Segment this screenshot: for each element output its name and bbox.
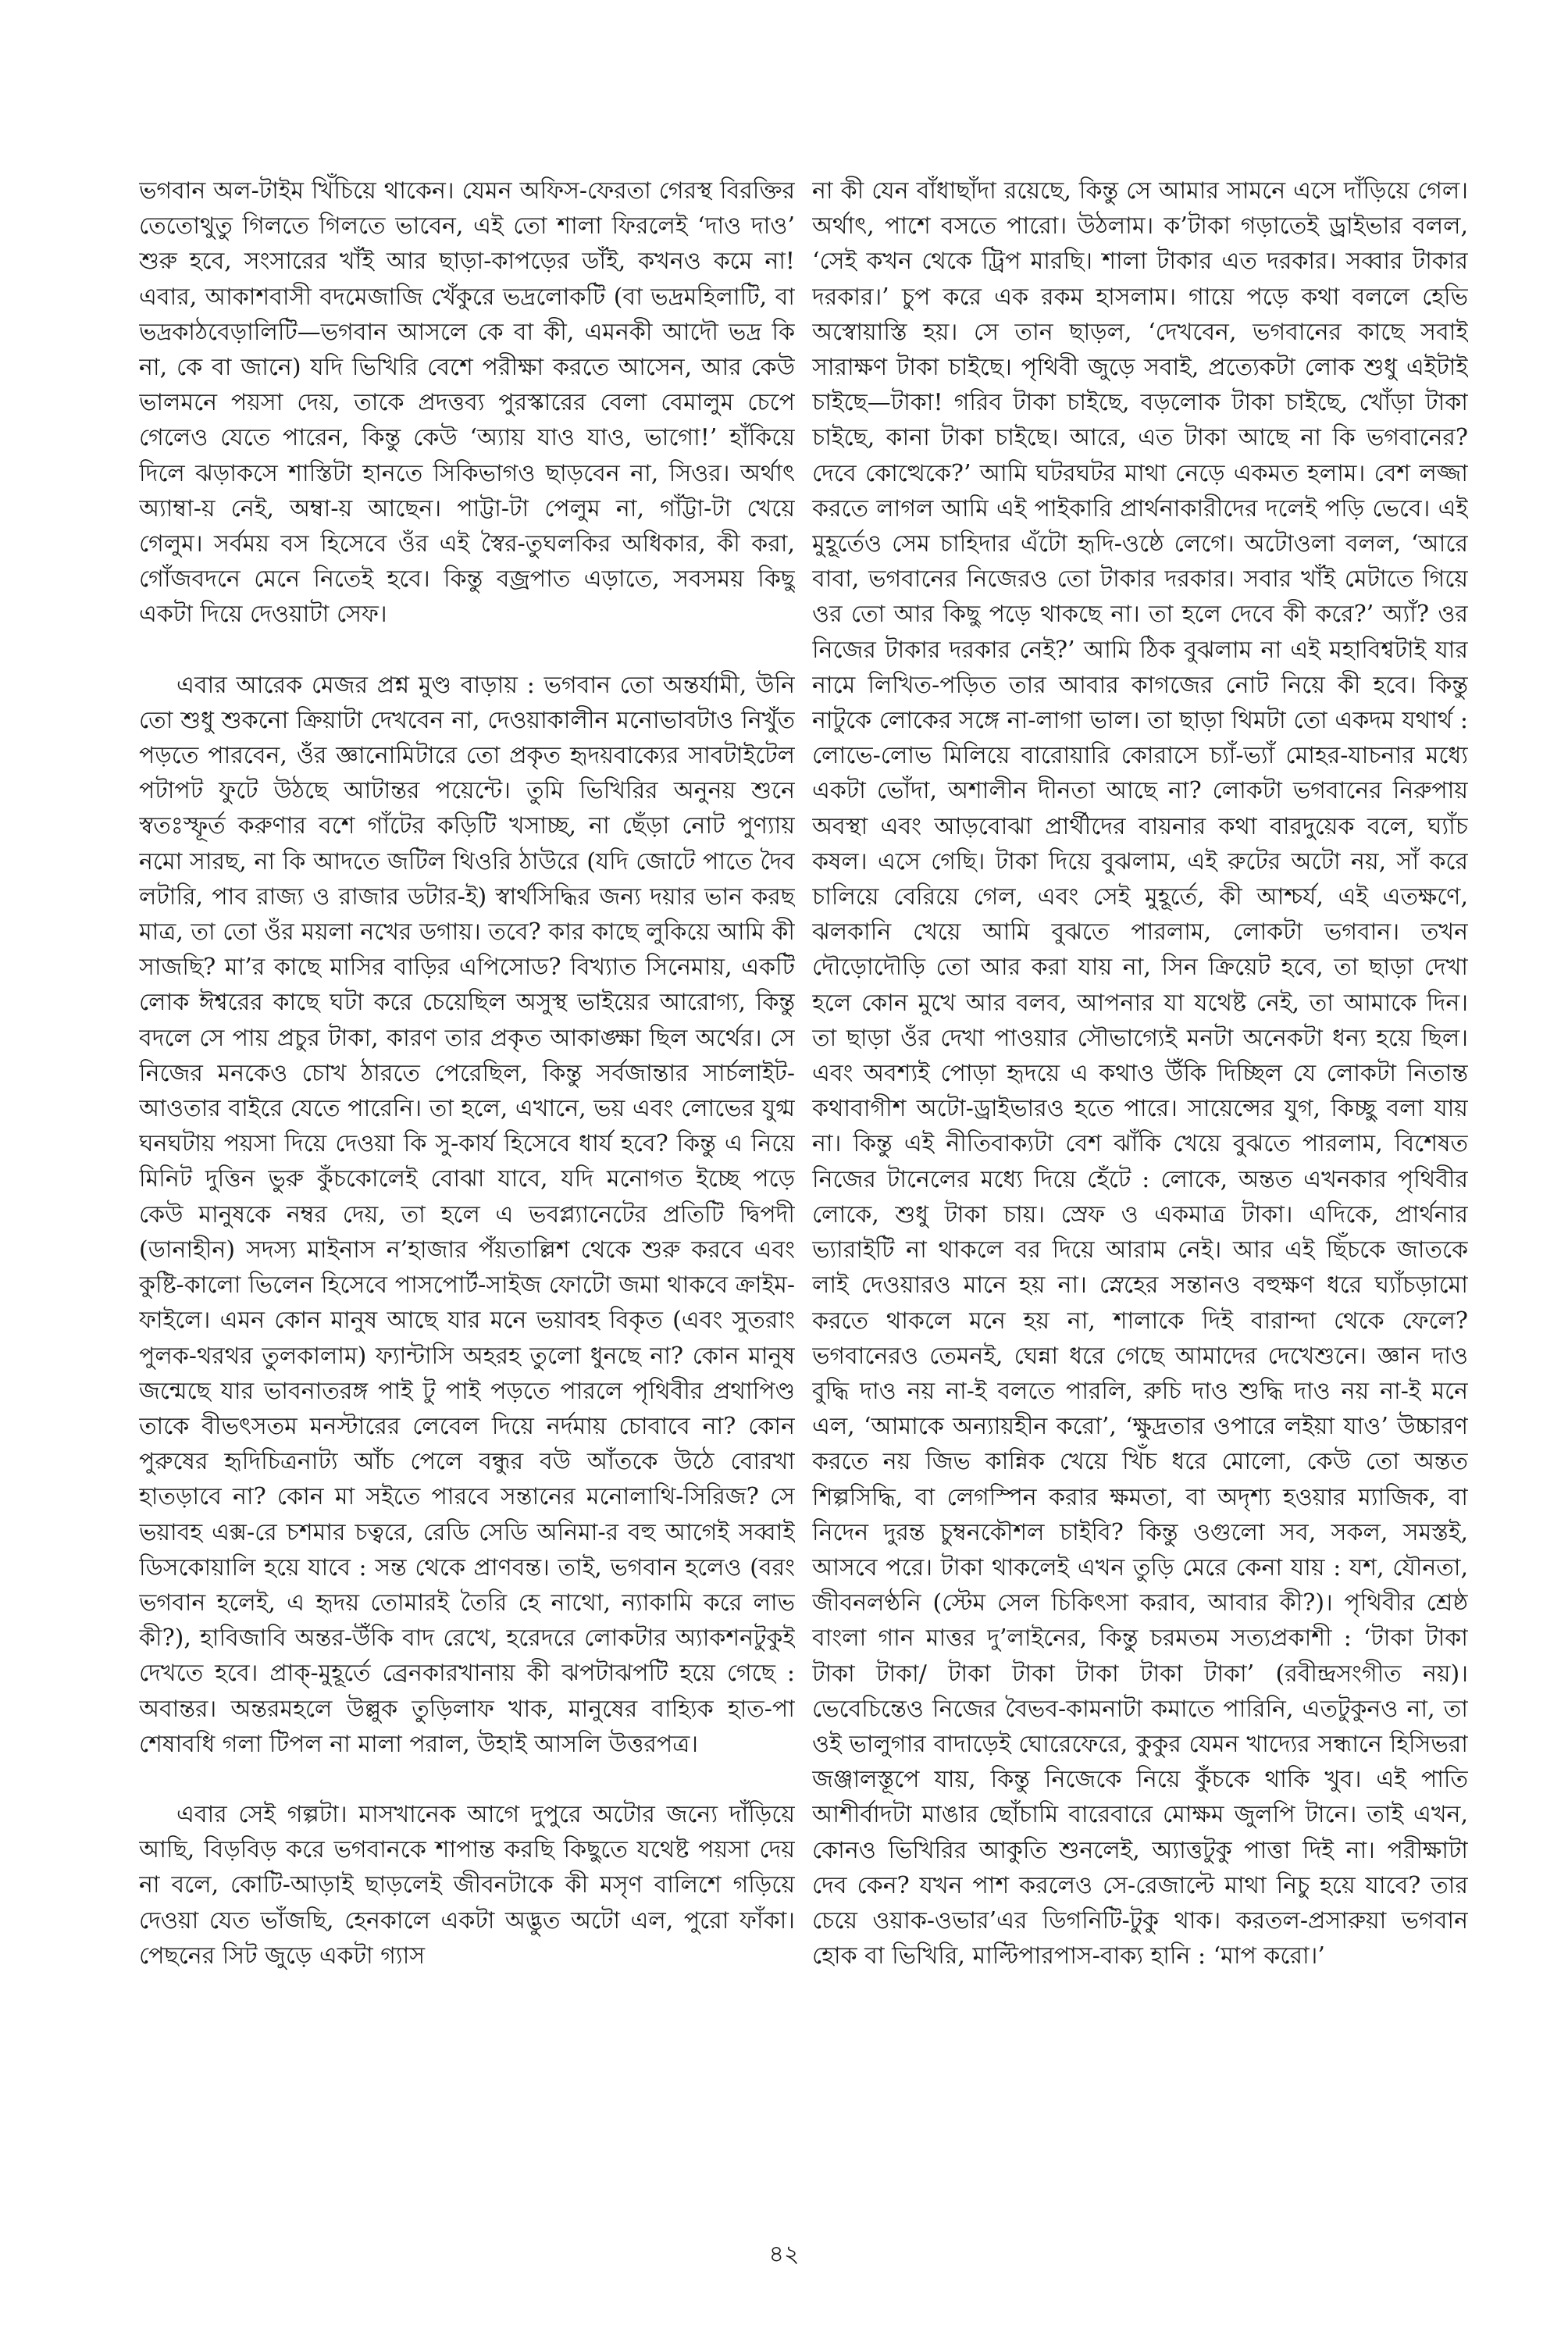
paragraph: এবার সেই গল্পটা। মাসখানেক আগে দুপুরে অটোর জন্যে দাঁড়িয়ে আছি, বিড়বিড় করে ভগবানকে শাপান্ত করছি কিছুতে যথেষ্ট পয়সা দেয় না বলে, কোটি-আড়াই ছাড়লেই জীবনটাকে কী মসৃণ বালিশে গড়িয়ে দেওয়া যেত ভাঁজছি, হেনকালে একটা অদ্ভুত অটো এল, পুরো ফাঁকা। পেছনের সিট জুড়ে একটা গ্যাস [139,1800,795,1970]
paragraph: ভগবান অল-টাইম খিঁচিয়ে থাকেন। যেমন অফিস-ফেরতা গেরস্থ বিরক্তির তেতোথুতু গিলতে গিলতে ভাবেন, এই তো শালা ফিরলেই ‘দাও দাও’ শুরু হবে, সংসারের খাঁই আর ছাড়া-কাপড়ের ডাঁই, কখনও কমে না! এবার, আকাশবাসী বদমেজাজি খেঁকুরে ভদ্রলোকটি (বা ভদ্রমহিলাটি, বা ভদ্রকাঠবেড়ালিটি—ভগবান আসলে কে বা কী, এমনকী আদৌ ভদ্র কি না, কে বা জানে) যদি ভিখিরি বেশে পরীক্ষা করতে আসেন, আর কেউ ভালমনে পয়সা দেয়, তাকে প্রদত্তব্য পুরস্কারের বেলা বেমালুম চেপে গেলেও যেতে পারেন, কিন্তু কেউ ‘অ্যায় যাও যাও, ভাগো!’ হাঁকিয়ে দিলে ঝড়াকসে শাস্তিটা হানতে সিকিভাগও ছাড়বেন না, সিওর। অর্থাৎ অ্যাম্বা-য় নেই, অম্বা-য় আছেন। পাট্টা-টা পেলুম না, গাঁট্টা-টা খেয়ে গেলুম। সর্বময় বস হিসেবে ওঁর এই স্বৈর-তুঘলকির অধিকার, কী করা, গোঁজবদনে মেনে নিতেই হবে। কিন্তু বজ্রপাত এড়াতে, সবসময় কিছু একটা দিয়ে দেওয়াটা সেফ। [139,177,795,629]
paragraph: এবার আরেক মেজর প্রশ্ন মুণ্ড বাড়ায় : ভগবান তো অন্তর্যামী, উনি তো শুধু শুকনো ক্রিয়াটা দেখবেন না, দেওয়াকালীন মনোভাবটাও নিখুঁত পড়তে পারবেন, ওঁর জ্ঞানোমিটারে তো প্রকৃত হৃদয়বাক্যের সাবটাইটেল পটাপট ফুটে উঠছে আটান্তর পয়েন্টে। তুমি ভিখিরির অনুনয় শুনে স্বতঃস্ফূর্ত করুণার বশে গাঁটের কড়িটি খসাচ্ছ, না ছেঁড়া নোট পুণ্যায় নমো সারছ, না কি আদতে জটিল থিওরি ঠাউরে (যদি জোটে পাতে দৈব লটারি, পাব রাজ্য ও রাজার ডটার-ই) স্বার্থসিদ্ধির জন্য দয়ার ভান করছ মাত্র, তা তো ওঁর ময়লা নখের ডগায়। তবে? কার কাছে লুকিয়ে আমি কী সাজছি? মা’র কাছে মাসির বাড়ির এপিসোড? বিখ্যাত সিনেমায়, একটি লোক ঈশ্বরের কাছে ঘটা করে চেয়েছিল অসুস্থ ভাইয়ের আরোগ্য, কিন্তু বদলে সে পায় প্রচুর টাকা, কারণ তার প্রকৃত আকাঙ্ক্ষা ছিল অর্থের। সে নিজের মনকেও চোখ ঠারতে পেরেছিল, কিন্তু সর্বজান্তার সার্চলাইট-আওতার বাইরে যেতে পারেনি। তা হলে, এখানে, ভয় এবং লোভের যুগ্ম ঘনঘটায় পয়সা দিয়ে দেওয়া কি সু-কার্য হিসেবে ধার্য হবে? কিন্তু এ নিয়ে মিনিট দুত্তিন ভুরু কুঁচকোলেই বোঝা যাবে, যদি মনোগত ইচ্ছে পড়ে কেউ মানুষকে নম্বর দেয়, তা হলে এ ভবপ্ল্যানেটের প্রতিটি দ্বিপদী (ডানাহীন) সদস্য মাইনাস ন’হাজার পঁয়তাল্লিশ থেকে শুরু করবে এবং কুষ্টি-কালো ভিলেন হিসেবে পাসপোর্ট-সাইজ ফোটো জমা থাকবে ক্রাইম-ফাইলে। এমন কোন মানুষ আছে যার মনে ভয়াবহ বিকৃত (এবং সুতরাং পুলক-থরথর তুলকালাম) ফ্যান্টাসি অহরহ তুলো ধুনছে না? কোন মানুষ জন্মেছে যার ভাবনাতরঙ্গ পাই টু পাই পড়তে পারলে পৃথিবীর প্রথাপিণ্ড তাকে বীভৎসতম মনস্টারের লেবেল দিয়ে নর্দমায় চোবাবে না? কোন পুরুষের হৃদিচিত্রনাট্য আঁচ পেলে বন্ধুর বউ আঁতকে উঠে বোরখা হাতড়াবে না? কোন মা সইতে পারবে সন্তানের মনোলাথি-সিরিজ? সে ভয়াবহ এক্স-রে চশমার চত্বরে, রেডি সেডি অনিমা-র বহু আগেই সব্বাই ডিসকোয়ালি হয়ে যাবে : সন্ত থেকে প্রাণবন্ত। তাই, ভগবান হলেও (বরং ভগবান হলেই, এ হৃদয় তোমারই তৈরি হে নাথো, ন্যাকামি করে লাভ কী?), হাবিজাবি অন্তর-উঁকি বাদ রেখে, হরেদরে লোকটার অ্যাকশনটুকুই দেখতে হবে। প্রাক্-মুহূর্তে ব্রেনকারখানায় কী ঝপটাঝপটি হয়ে গেছে : অবান্তর। অন্তরমহলে উল্লুক তুড়িলাফ খাক, মানুষের বাহ্যিক হাত-পা শেষাবধি গলা টিপল না মালা পরাল, উহাই আসলি উত্তরপত্র। [139,671,795,1758]
paragraph: না কী যেন বাঁধাছাঁদা রয়েছে, কিন্তু সে আমার সামনে এসে দাঁড়িয়ে গেল। অর্থাৎ, পাশে বসতে পারো। উঠলাম। ক’টাকা গড়াতেই ড্রাইভার বলল, ‘সেই কখন থেকে ট্রিপ মারছি। শালা টাকার এত দরকার। সব্বার টাকার দরকার।’ চুপ করে এক রকম হাসলাম। গায়ে পড়ে কথা বললে হেভি অস্বোয়াস্তি হয়। সে তান ছাড়ল, ‘দেখবেন, ভগবানের কাছে সবাই সারাক্ষণ টাকা চাইছে। পৃথিবী জুড়ে সবাই, প্রত্যেকটা লোক শুধু এইটাই চাইছে—টাকা! গরিব টাকা চাইছে, বড়লোক টাকা চাইছে, খোঁড়া টাকা চাইছে, কানা টাকা চাইছে। আরে, এত টাকা আছে না কি ভগবানের? দেবে কোত্থেকে?’ আমি ঘটরঘটর মাথা নেড়ে একমত হলাম। বেশ লজ্জা করতে লাগল আমি এই পাইকারি প্রার্থনাকারীদের দলেই পড়ি ভেবে। এই মুহূর্তেও সেম চাহিদার এঁটো হৃদি-ওষ্ঠে লেগে। অটোওলা বলল, ‘আরে বাবা, ভগবানের নিজেরও তো টাকার দরকার। সবার খাঁই মেটাতে গিয়ে ওর তো আর কিছু পড়ে থাকছে না। তা হলে দেবে কী করে?’ অ্যাঁ? ওর নিজের টাকার দরকার নেই?’ আমি ঠিক বুঝলাম না এই মহাবিশ্বটাই যার নামে লিখিত-পড়িত তার আবার কাগজের নোট নিয়ে কী হবে। কিন্তু নাটুকে লোকের সঙ্গে না-লাগা ভাল। তা ছাড়া থিমটা তো একদম যথার্থ : লোভে-লোভ মিলিয়ে বারোয়ারি কোরাসে চ্যাঁ-ভ্যাঁ মোহর-যাচনার মধ্যে একটা ভোঁদা, অশালীন দীনতা আছে না? লোকটা ভগবানের নিরুপায় অবস্থা এবং আড়বোঝা প্রার্থীদের বায়নার কথা বারদুয়েক বলে, ঘ্যাঁচ কষল। এসে গেছি। টাকা দিয়ে বুঝলাম, এই রুটের অটো নয়, সাঁ করে চালিয়ে বেরিয়ে গেল, এবং সেই মুহূর্তে, কী আশ্চর্য, এই এতক্ষণে, ঝলকানি খেয়ে আমি বুঝতে পারলাম, লোকটা ভগবান। তখন দৌড়োদৌড়ি তো আর করা যায় না, সিন ক্রিয়েট হবে, তা ছাড়া দেখা হলে কোন মুখে আর বলব, আপনার যা যথেষ্ট নেই, তা আমাকে দিন। তা ছাড়া ওঁর দেখা পাওয়ার সৌভাগ্যেই মনটা অনেকটা ধন্য হয়ে ছিল। এবং অবশ্যই পোড়া হৃদয়ে এ কথাও উঁকি দিচ্ছিল যে লোকটা নিতান্ত কথাবাগীশ অটো-ড্রাইভারও হতে পারে। সায়েন্সের যুগ, কিচ্ছু বলা যায় না। কিন্তু এই নীতিবাক্যটা বেশ ঝাঁকি খেয়ে বুঝতে পারলাম, বিশেষত নিজের টানেলের মধ্যে দিয়ে হেঁটে : লোকে, অন্তত এখনকার পৃথিবীর লোকে, শুধু টাকা চায়। স্রেফ ও একমাত্র টাকা। এদিকে, প্রার্থনার ভ্যারাইটি না থাকলে বর দিয়ে আরাম নেই। আর এই ছিঁচকে জাতকে লাই দেওয়ারও মানে হয় না। স্নেহের সন্তানও বহুক্ষণ ধরে ঘ্যাঁচড়ামো করতে থাকলে মনে হয় না, শালাকে দিই বারান্দা থেকে ফেলে? ভগবানেরও তেমনই, ঘেন্না ধরে গেছে আমাদের দেখেশুনে। জ্ঞান দাও বুদ্ধি দাও নয় না-ই বলতে পারলি, রুচি দাও শুদ্ধি দাও নয় না-ই মনে এল, ‘আমাকে অন্যায়হীন করো’, ‘ক্ষুদ্রতার ওপারে লইয়া যাও’ উচ্চারণ করতে নয় জিভ কান্নিক খেয়ে খিঁচ ধরে মোলো, কেউ তো অন্তত শিল্পসিদ্ধি, বা লেগস্পিন করার ক্ষমতা, বা অদৃশ্য হওয়ার ম্যাজিক, বা নিদেন দুরন্ত চুম্বনকৌশল চাইবি? কিন্তু ওগুলো সব, সকল, সমস্তই, আসবে পরে। টাকা থাকলেই এখন তুড়ি মেরে কেনা যায় : যশ, যৌনতা, জীবনলণ্ঠনি (স্টেম সেল চিকিৎসা করাব, আবার কী?)। পৃথিবীর শ্রেষ্ঠ বাংলা গান মাত্তর দু’লাইনের, কিন্তু চরমতম সত্যপ্রকাশী : ‘টাকা টাকা টাকা টাকা/ টাকা টাকা টাকা টাকা টাকা’ (রবীন্দ্রসংগীত নয়)। ভেবেচিন্তেও নিজের বৈভব-কামনাটা কমাতে পারিনি, এতটুকুনও না, তা ওই ভালুগার বাদাড়েই ঘোরেফেরে, কুকুর যেমন খাদ্যের সন্ধানে হিসিভরা জঞ্জালস্তূপে যায়, কিন্তু নিজেকে নিয়ে কুঁচকে থাকি খুব। এই পাতি আশীর্বাদটা মাঙার ছোঁচামি বারেবারে মোক্ষম জুলপি টানে। তাই এখন, কোনও ভিখিরির আকুতি শুনলেই, অ্যাত্তটুকু পাত্তা দিই না। পরীক্ষাটা দেব কেন? যখন পাশ করলেও সে-রেজাল্টে মাথা নিচু হয়ে যাবে? তার চেয়ে ওয়াক-ওভার’এর ডিগনিটি-টুকু থাক। করতল-প্রসারুয়া ভগবান হোক বা ভিখিরি, মাল্টিপারপাস-বাক্য হানি : ‘মাপ করো।’ [812,177,1468,1970]
page-number: ৪২ [768,2241,800,2268]
left-text-column [139,173,795,2173]
right-text-column [812,173,1468,2173]
